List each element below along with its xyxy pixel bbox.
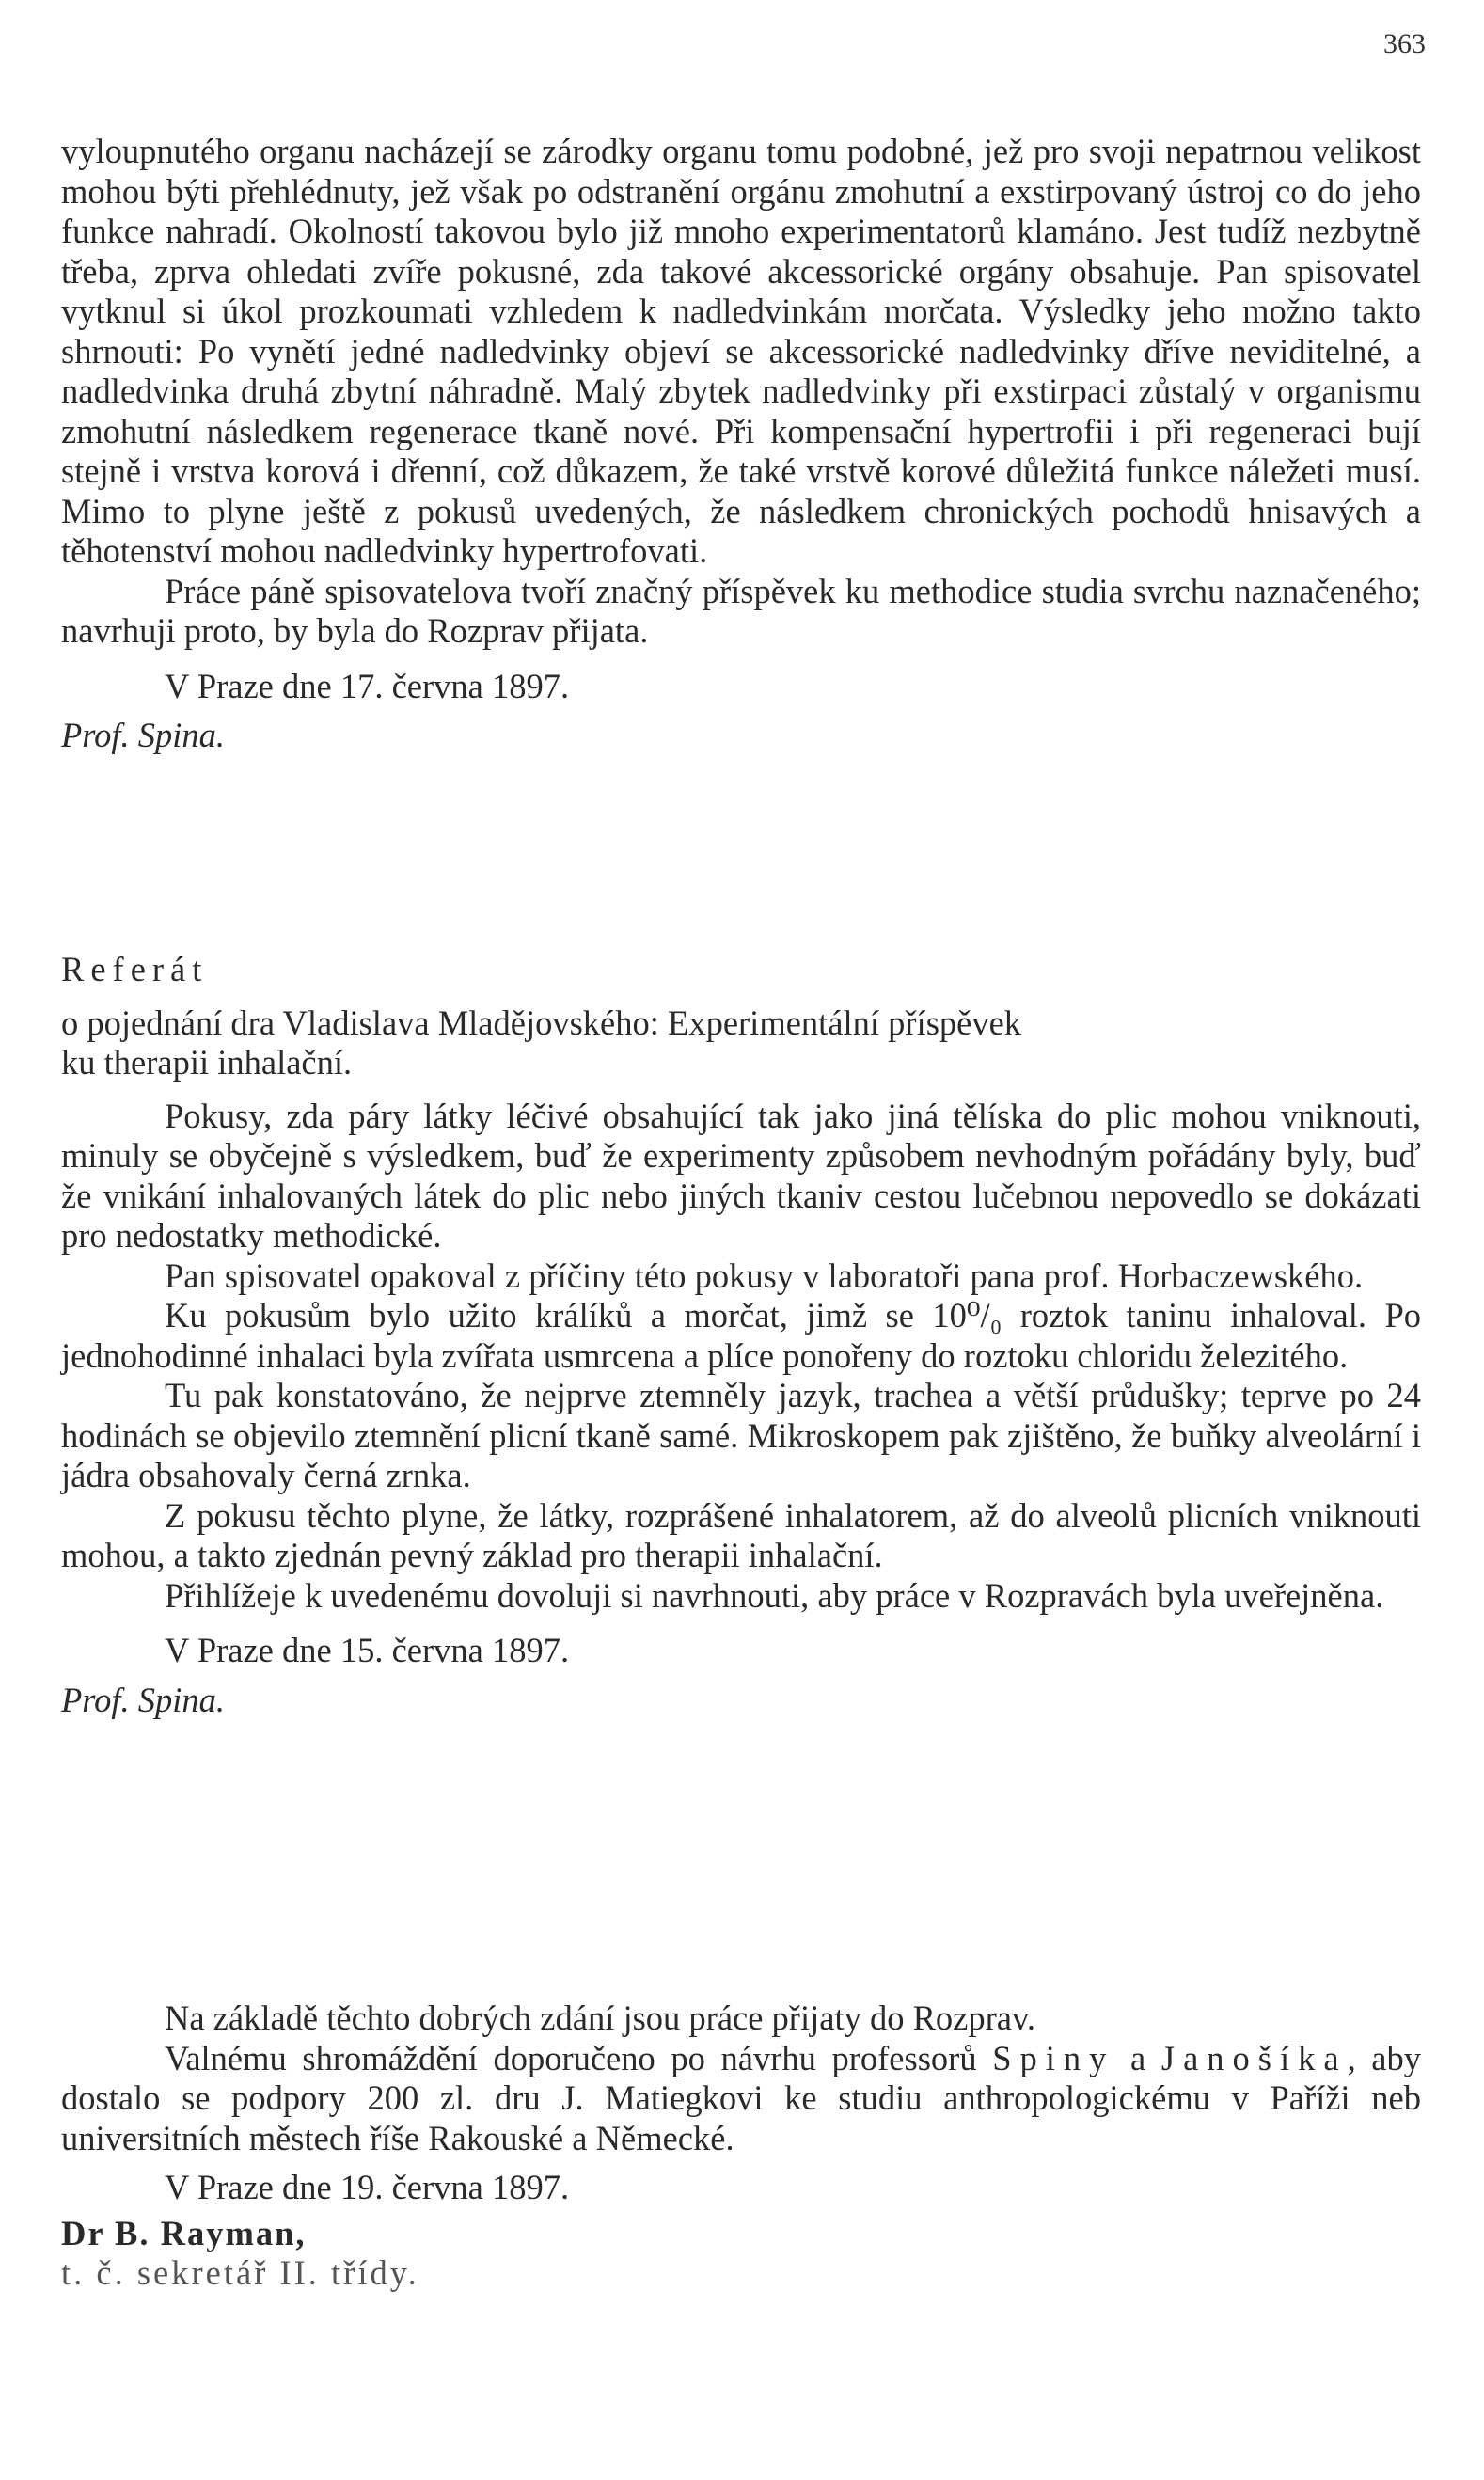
closing-text-a: Valnému shromáždění doporučeno po návrhu professorů: [165, 2038, 977, 2077]
report1-paragraph-1: vyloupnutého organu nacházejí se zárodky organu tomu podobné, jež pro svoji nepatrnou velikost mohou býti přehlédnuty, jež však po odstranění orgánu zmohutní a exstirpovaný ústroj co do jeho funkce nahradí. Okolností takovou bylo již mnoho experimentatorů klamáno. Jest tudíž nezbytně třeba, zprva ohledati zvíře pokusné, zda takové akcessorické orgány obsahuje. Pan spisovatel vytknul si úkol prozkoumati vzhledem k nadledvinkám morčata. Výsledky jeho možno takto shrnouti: Po vynětí jedné nadledvinky objeví se akcessorické nadledvinky dříve neviditelné, a nadledvinka druhá zbytní náhradně. Malý zbytek nadledvinky při exstirpaci zůstalý v organismu zmohutní následkem regenerace tkaně nové. Při kompensační hypertrofii i při regeneraci bují stejně i vrstva korová i dřenní, což důkazem, že také vrstvě korové důležitá funkce náležeti musí. Mimo to plyne ještě z pokusů uvedených, že následkem chronických pochodů hnisavých a těhotenství mohou nadledvinky hypertrofovati.: [61, 132, 1421, 570]
report2-paragraph-6: Přihlížeje k uvedenému dovoluji si navrhnouti, aby práce v Rozpravách byla uveřejněna.: [165, 1575, 1384, 1615]
report-section-2: [61, 950, 1421, 1720]
report2-paragraph-2: Pan spisovatel opakoval z příčiny této pokusy v laboratoři pana prof. Horbaczewského.: [165, 1256, 1364, 1295]
report2-subtitle-line2: ku therapii inhalační.: [61, 1043, 353, 1082]
report2-paragraph-3: Ku pokusům bylo užito králíků a morčat, jimž se 10⁰/₀ roztok taninu inhaloval. Po jednohodinné inhalaci byla zvířata usmrcena a plíce ponořeny do roztoku chloridu železitého.: [61, 1296, 1421, 1375]
report2-date: V Praze dne 15. června 1897.: [165, 1631, 570, 1669]
report2-subtitle-line1: o pojednání dra Vladislava Mladějovského: Experimentální příspěvek: [61, 1003, 1022, 1042]
report-section-1: [61, 132, 1421, 756]
report2-paragraph-1: Pokusy, zda páry látky léčivé obsahující tak jako jiná tělíska do plic mohou vniknouti, minuly se obyčejně s výsledkem, buď že experimenty způsobem nevhodným pořádány byly, buď že vnikání inhalovaných látek do plic nebo jiných tkaniv cestou lučebnou nepovedlo se dokázati pro nedostatky methodické.: [61, 1096, 1421, 1255]
report1-date: V Praze dne 17. června 1897.: [165, 666, 570, 705]
closing-paragraph-1: Na základě těchto dobrých zdání jsou práce přijaty do Rozprav.: [165, 1998, 1035, 2037]
signer-title: t. č. sekretář II. třídy.: [61, 2253, 419, 2292]
report1-signature: Prof. Spina.: [61, 716, 226, 754]
closing-text-c: , aby dostalo se podpory 200 zl. dru J. Matiegkovi ke studiu anthropologickému v Paříži neb universitních městech říše Rakouské a Německé.: [61, 2038, 1422, 2157]
closing-section: [61, 1998, 1421, 2294]
report2-heading: Referát: [61, 950, 209, 988]
name-spiny: Spiny: [992, 2038, 1115, 2077]
report2-signature: Prof. Spina.: [61, 1680, 226, 1719]
report2-paragraph-4: Tu pak konstatováno, že nejprve ztemněly jazyk, trachea a větší průdušky; teprve po 24 hodinách se objevilo ztemnění plicní tkaně samé. Mikroskopem pak zjištěno, že buňky alveolární i jádra obsahovaly černá zrnka.: [61, 1376, 1421, 1494]
closing-date: V Praze dne 19. června 1897.: [165, 2168, 570, 2206]
report1-paragraph-2: Práce páně spisovatelova tvoří značný příspěvek ku methodice studia svrchu naznačeného; navrhuji proto, by byla do Rozprav přijata.: [61, 571, 1421, 650]
name-janosik: Janošíka: [1160, 2038, 1348, 2077]
closing-paragraph-2: [61, 2039, 1421, 2159]
page-number: 363: [1383, 28, 1426, 59]
signer-name: Dr B. Rayman,: [61, 2213, 307, 2252]
closing-text-b: a: [1130, 2038, 1146, 2077]
report2-paragraph-5: Z pokusu těchto plyne, že látky, rozprášené inhalatorem, až do alveolů plicních vniknouti mohou, a takto zjednán pevný základ pro therapii inhalační.: [61, 1495, 1421, 1574]
